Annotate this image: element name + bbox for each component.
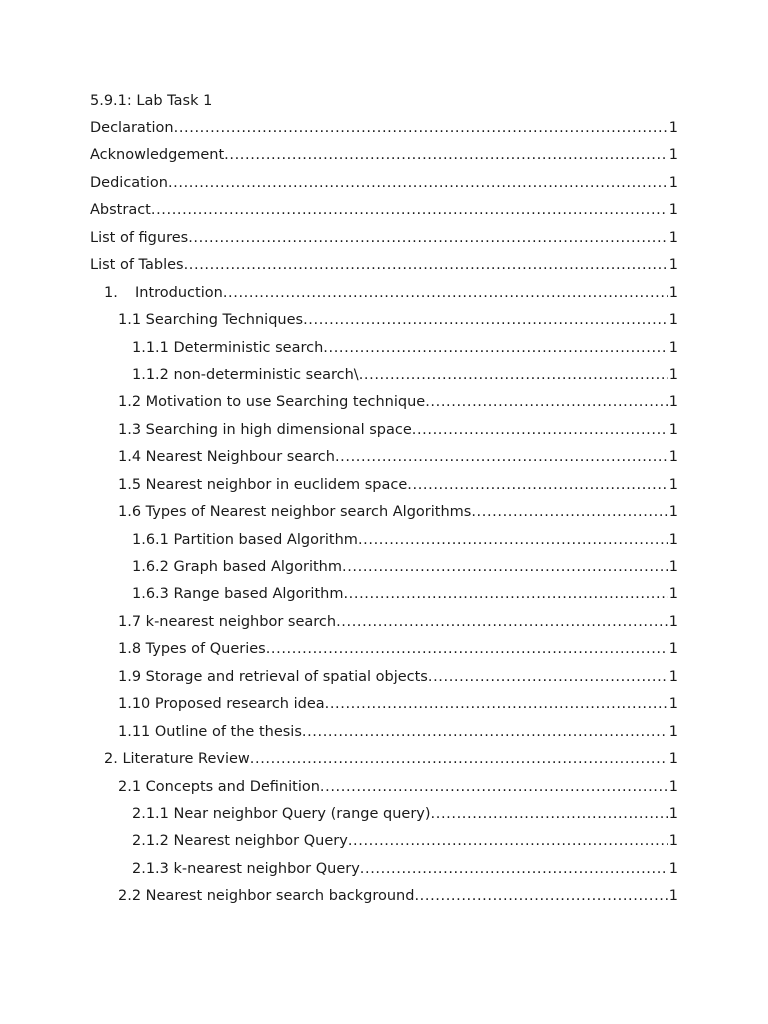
toc-entry[interactable]: [90, 667, 678, 694]
toc-entry-title: [104, 749, 250, 769]
dot-leader: [359, 365, 668, 385]
toc-entry-page-number: 1: [668, 504, 678, 521]
toc-entry[interactable]: [90, 420, 678, 447]
page-heading: 5.9.1: Lab Task 1: [90, 93, 213, 109]
toc-entry-title: [118, 612, 336, 632]
toc-entry-page-number: 1: [668, 394, 678, 411]
toc-entry-text: 1.4 Nearest Neighbour search: [118, 449, 335, 466]
toc-entry-text: List of figures: [90, 229, 189, 246]
toc-entry-text: 1.10 Proposed research idea: [118, 696, 325, 713]
toc-entry-title: [118, 722, 302, 742]
dot-leader: [250, 749, 668, 769]
toc-entry[interactable]: [90, 447, 678, 474]
toc-entry-text: Dedication: [90, 174, 168, 191]
toc-entry-page-number: 1: [668, 751, 678, 768]
toc-entry-text: 1.6.2 Graph based Algorithm: [132, 559, 342, 575]
dot-leader: [348, 831, 668, 851]
toc-entry-title: [90, 200, 151, 220]
toc-entry-page-number: 1: [668, 888, 678, 905]
toc-entry[interactable]: [90, 749, 678, 776]
toc-entry[interactable]: [90, 502, 678, 529]
dot-leader: [360, 859, 668, 879]
toc-entry-page-number: 1: [668, 449, 678, 466]
toc-entry[interactable]: [90, 310, 678, 337]
toc-entry[interactable]: [90, 859, 678, 886]
toc-entry-title: [118, 447, 335, 467]
dot-leader: [323, 338, 667, 358]
toc-entry-text: 1.6 Types of Nearest neighbor search Algorithms: [118, 504, 472, 521]
toc-entry[interactable]: [90, 118, 678, 145]
toc-entry[interactable]: [90, 777, 678, 804]
toc-entry-title: [118, 475, 407, 495]
toc-entry-text: 2.1 Concepts and Definition: [118, 778, 320, 795]
dot-leader: [320, 777, 668, 797]
toc-entry-page-number: 1: [668, 586, 678, 603]
toc-entry[interactable]: [90, 173, 678, 200]
toc-entry-text: 1.6.1 Partition based Algorithm: [132, 531, 358, 548]
dot-leader: [303, 310, 668, 330]
toc-entry[interactable]: [90, 722, 678, 749]
dot-leader: [358, 530, 668, 550]
dot-leader: [266, 639, 668, 659]
toc-entry-text: 1.8 Types of Queries: [118, 641, 266, 658]
dot-leader: [151, 200, 668, 220]
toc-entry-text: 1.7 k-nearest neighbor search: [118, 613, 337, 630]
toc-entry-title: [132, 338, 323, 358]
toc-entry[interactable]: [90, 886, 678, 913]
toc-entry-text: 1.2 Motivation to use Searching technique: [118, 394, 426, 411]
toc-entry-title: [132, 530, 358, 550]
toc-entry-title: [90, 228, 188, 248]
dot-leader: [471, 502, 667, 522]
dot-leader: [223, 283, 668, 303]
toc-entry[interactable]: [90, 255, 678, 282]
toc-entry-page-number: 1: [668, 339, 678, 356]
toc-entry-text: 2.1.1 Near neighbor Query (range query): [132, 805, 431, 822]
dot-leader: [302, 722, 668, 742]
toc-entry-title: [90, 145, 224, 165]
dot-leader: [425, 392, 668, 412]
toc-entry-title: [118, 310, 303, 330]
toc-entry-title: [118, 502, 471, 522]
toc-entry-title: [118, 777, 320, 797]
toc-entry-text: Declaration: [90, 120, 174, 136]
dot-leader: [184, 255, 668, 275]
toc-entry-page-number: 1: [668, 229, 678, 246]
toc-entry-title: [132, 584, 343, 604]
toc-entry-text: 1.9 Storage and retrieval of spatial objects: [118, 668, 428, 685]
toc-entry-title: [132, 831, 348, 851]
toc-entry-page-number: 1: [668, 696, 678, 713]
toc-entry-text: 1.11 Outline of the thesis: [118, 723, 302, 740]
toc-entry-title: [118, 420, 412, 440]
toc-entry[interactable]: [90, 365, 678, 392]
dot-leader: [407, 475, 667, 495]
toc-entry[interactable]: [90, 639, 678, 666]
toc-entry[interactable]: [90, 228, 678, 255]
toc-entry-page-number: 1: [668, 312, 678, 329]
toc-entry-title: [90, 118, 174, 138]
toc-entry-page-number: 1: [668, 174, 678, 191]
toc-entry-title: [104, 283, 223, 303]
dot-leader: [335, 447, 668, 467]
toc-entry-title: [132, 557, 342, 577]
toc-entry-page-number: 1: [668, 257, 678, 274]
toc-entry-title: [90, 173, 168, 193]
toc-entry-title: [118, 886, 414, 906]
toc-entry-text: 1.3 Searching in high dimensional space: [118, 421, 412, 438]
toc-entry-page-number: 1: [668, 613, 678, 630]
dot-leader: [342, 557, 668, 577]
toc-entry-text: 1.5 Nearest neighbor in euclidem space: [118, 476, 408, 493]
toc-entry-page-number: 1: [668, 559, 678, 575]
toc-entry[interactable]: [90, 530, 678, 557]
toc-entry-page-number: 1: [668, 723, 678, 740]
toc-entry-page-number: 1: [668, 476, 678, 493]
toc-entry[interactable]: [90, 475, 678, 502]
toc-entry-page-number: 1: [668, 778, 678, 795]
toc-entry[interactable]: [90, 283, 678, 310]
toc-entry-title: [90, 255, 184, 275]
toc-entry-text: Introduction: [135, 284, 223, 301]
dot-leader: [343, 584, 667, 604]
dot-leader: [428, 667, 668, 687]
toc-entry-text: 1.1 Searching Techniques: [118, 312, 304, 329]
dot-leader: [414, 886, 667, 906]
toc-entry-page-number: 1: [668, 202, 678, 219]
toc-entry-page-number: 1: [668, 860, 678, 877]
toc-entry[interactable]: [90, 145, 678, 172]
toc-entry-page-number: 1: [668, 421, 678, 438]
toc-entry[interactable]: [90, 612, 678, 639]
toc-entry-title: [118, 667, 428, 687]
toc-entry[interactable]: [90, 200, 678, 227]
toc-entry-page-number: 1: [668, 833, 678, 850]
toc-entry-text: 2.1.2 Nearest neighbor Query: [132, 833, 348, 850]
toc-entry-page-number: 1: [668, 284, 678, 301]
toc-entry-text: 2.1.3 k-nearest neighbor Query: [132, 860, 360, 877]
dot-leader: [168, 173, 668, 193]
toc-entry-title: [132, 804, 431, 824]
toc-entry-page-number: 1: [668, 147, 678, 164]
table-of-contents: [90, 118, 678, 914]
toc-entry[interactable]: [90, 694, 678, 721]
dot-leader: [224, 145, 668, 165]
dot-leader: [412, 420, 668, 440]
toc-entry[interactable]: [90, 584, 678, 611]
toc-entry[interactable]: [90, 338, 678, 365]
dot-leader: [325, 694, 668, 714]
dot-leader: [336, 612, 668, 632]
dot-leader: [188, 228, 668, 248]
toc-entry-title: [118, 639, 266, 659]
toc-entry-text: Acknowledgement: [90, 147, 225, 164]
toc-entry-page-number: 1: [668, 120, 678, 136]
toc-entry[interactable]: [90, 392, 678, 419]
toc-entry-title: [118, 694, 325, 714]
toc-entry-page-number: 1: [668, 805, 678, 822]
toc-entry-text: 2.2 Nearest neighbor search background: [118, 888, 415, 905]
toc-entry-number: 1.: [104, 284, 118, 301]
toc-entry-text: 1.1.1 Deterministic search: [132, 339, 324, 356]
toc-entry-page-number: 1: [668, 366, 678, 383]
toc-entry-text: 2. Literature Review: [104, 751, 250, 768]
toc-entry-text: 1.1.2 non-deterministic search\: [132, 366, 359, 383]
toc-entry-text: Abstract: [90, 202, 151, 219]
toc-entry[interactable]: [90, 804, 678, 831]
toc-entry[interactable]: [90, 831, 678, 858]
toc-entry-text: List of Tables: [90, 257, 184, 274]
dot-leader: [174, 118, 668, 138]
toc-entry[interactable]: [90, 557, 678, 584]
toc-entry-page-number: 1: [668, 641, 678, 658]
toc-entry-page-number: 1: [668, 531, 678, 548]
toc-entry-title: [132, 859, 360, 879]
toc-entry-text: 1.6.3 Range based Algorithm: [132, 586, 344, 603]
dot-leader: [431, 804, 668, 824]
toc-entry-title: [118, 392, 425, 412]
toc-entry-title: [132, 365, 359, 385]
toc-entry-page-number: 1: [668, 668, 678, 685]
